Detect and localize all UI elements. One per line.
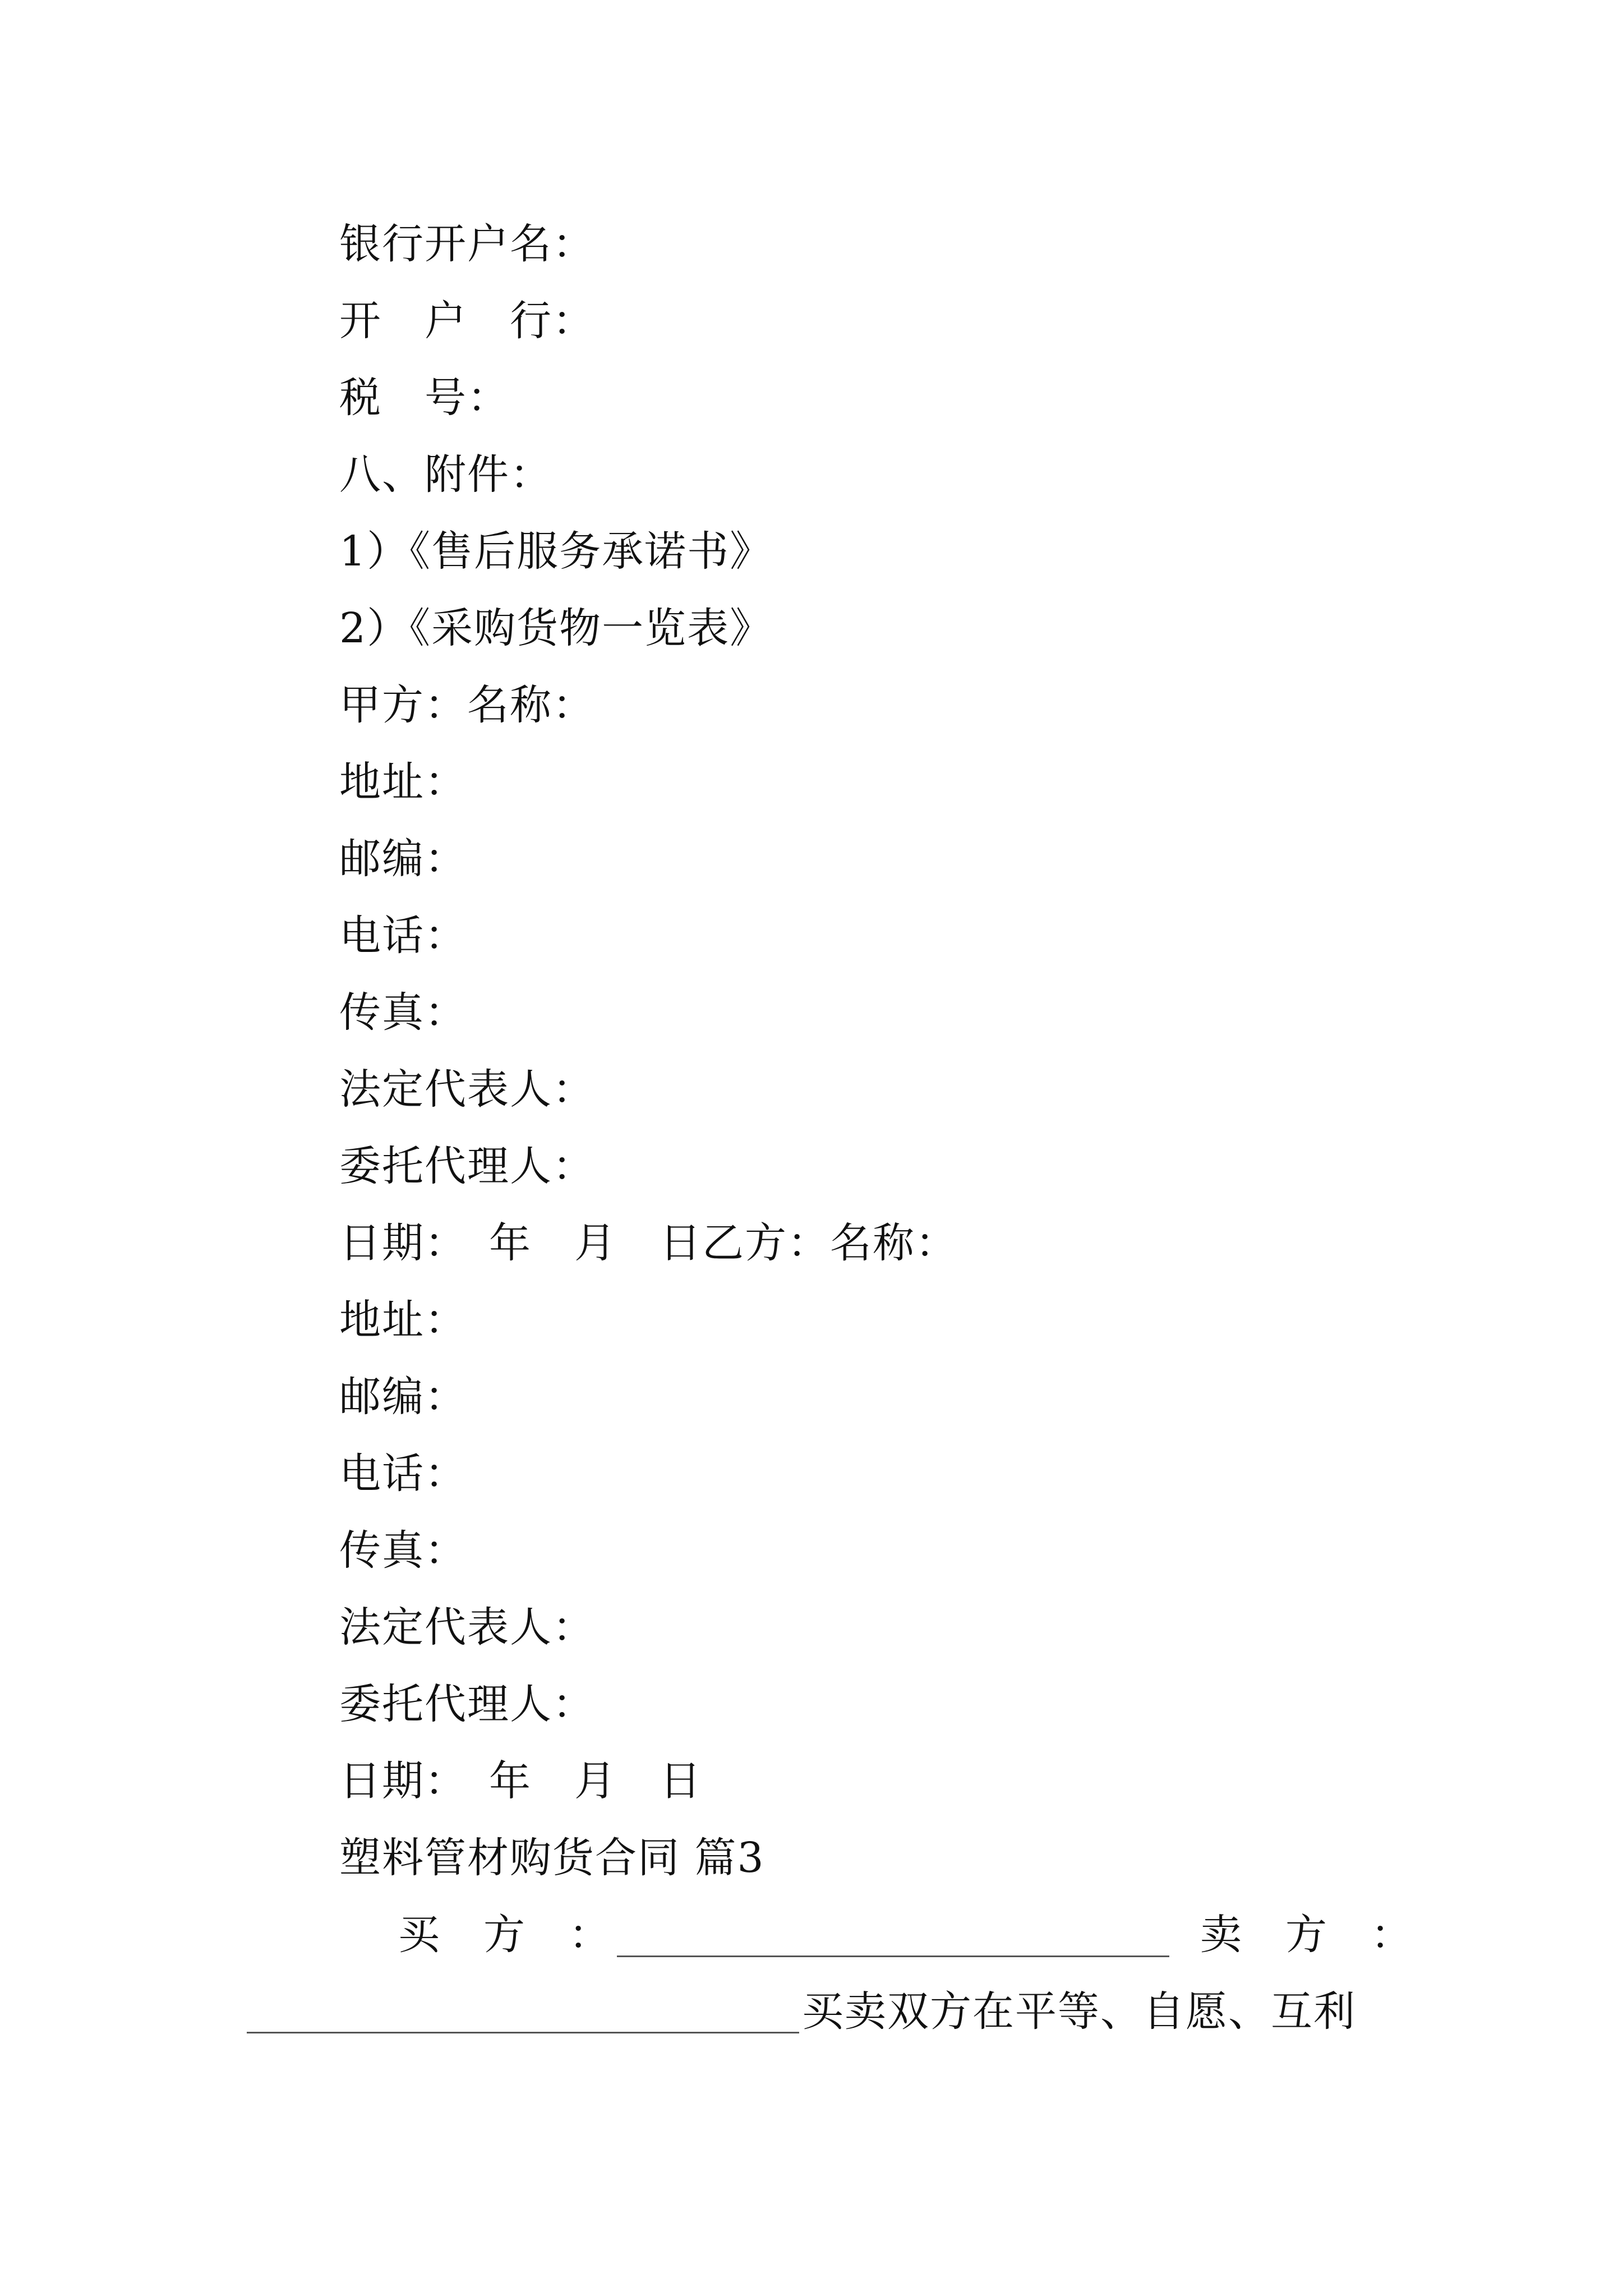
party-b-address-label: 地址： — [339, 1296, 467, 1344]
date-and-party-b-name-label: 日期： 年 月 日乙方：名称： — [339, 1219, 958, 1267]
party-b-agent-label: 委托代理人： — [339, 1680, 595, 1728]
attachment-item-2: 2）《采购货物一览表》 — [339, 604, 773, 652]
section-title: 塑料管材购货合同 篇3 — [339, 1834, 765, 1882]
party-a-address-label: 地址： — [339, 758, 467, 806]
closing-text: 买卖双方在平等、自愿、互利 — [802, 1987, 1356, 2036]
opening-bank-label: 开 户 行： — [339, 297, 595, 345]
party-b-legal-rep-label: 法定代表人： — [339, 1603, 595, 1651]
buyer-label: 买 方 ： — [398, 1911, 611, 1959]
party-a-agent-label: 委托代理人： — [339, 1142, 595, 1190]
attachment-item-1: 1）《售后服务承诺书》 — [339, 527, 773, 576]
bank-account-name-label: 银行开户名： — [339, 220, 595, 268]
seller-label: 卖 方 ： — [1200, 1911, 1413, 1959]
party-b-date-label: 日期： 年 月 日 — [339, 1757, 702, 1805]
tax-number-label: 税 号： — [339, 374, 510, 422]
party-b-fax-label: 传真： — [339, 1526, 467, 1575]
party-a-name-label: 甲方：名称： — [339, 681, 595, 729]
party-b-phone-label: 电话： — [339, 1450, 467, 1498]
party-a-fax-label: 传真： — [339, 988, 467, 1037]
party-a-legal-rep-label: 法定代表人： — [339, 1065, 595, 1114]
buyer-blank-line — [617, 1918, 1169, 1957]
party-a-phone-label: 电话： — [339, 912, 467, 960]
section-attachments-heading: 八、附件： — [339, 450, 552, 499]
seller-blank-line — [247, 1995, 799, 2033]
party-a-postcode-label: 邮编： — [339, 835, 467, 883]
party-b-postcode-label: 邮编： — [339, 1373, 467, 1421]
